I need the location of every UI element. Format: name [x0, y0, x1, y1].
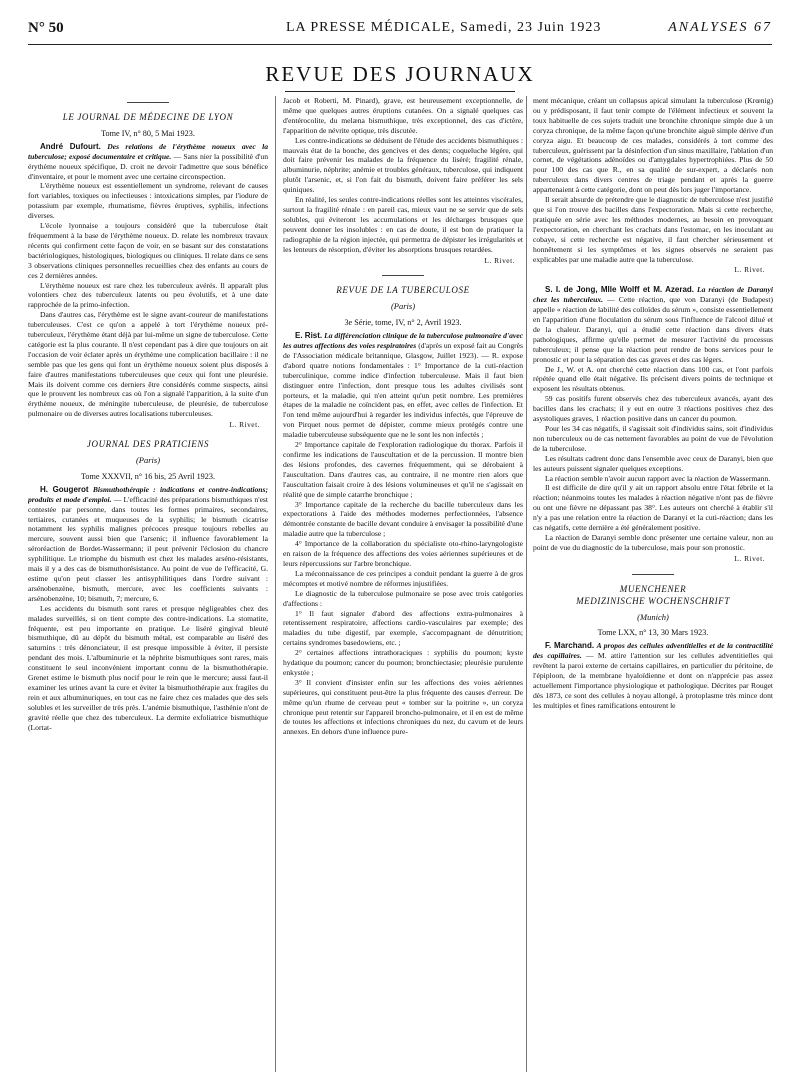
paragraph: Pour les 34 cas négatifs, il s'agissait soit d'individus sains, soit d'individus non tuberculeux ou de cas nettement favorables au point de vue de l'évolution de la tuberculose.: [533, 424, 773, 453]
page-header: [28, 14, 772, 45]
signature: L. Rivet.: [734, 265, 765, 275]
journal-heading: JOURNAL DES PRATICIENS: [86, 439, 210, 450]
paragraph: Les résultats cadrent donc dans l'ensemble avec ceux de Daranyi, bien que les auteurs puissent signaler quelques exceptions.: [533, 453, 773, 473]
signature: L. Rivet.: [229, 420, 260, 430]
article-author: S. I. de Jong, Mlle Wolff et M. Azerad.: [545, 285, 695, 295]
article-text: — M. attire l'attention sur les cellules adventitielles qui revêtent la paroi externe de certains capillaires, en particulier du péritoine, de l'épiploon, de la membrane hyaloïdienne et dont on n'apprécie pas assez actuellement l'importance physiologique et pathologique. Décrites par Rouget dès 1873, ce sont des cellules à noyau allongé, à protoplasme très mince dont les multiples et fines ramifications entourent le: [533, 651, 773, 710]
paragraph: Dans d'autres cas, l'érythème est le signe avant-coureur de manifestations tuberculeuses. C'est ce qu'on a appelé à tort l'érythème noueux pré-tuberculeux, l'érythème étant déjà par lui-même un signe de tuberculose. Cette catégorie est la plus courante. Il n'est cependant pas à dire que toujours on ait l'occasion de voir éclater après un érythème une complication bacillaire : il ne semble pas que les gens qui font un érythème noueux soient plus disposés à faire d'autres manifestations tuberculeuses que ceux qui font une pleurésie. Mais ils doivent comme ces derniers être considérés comme suspects, ainsi que le prouvent les nombreux cas où l'on a signalé l'apparition, à la suite d'un érythème noueux, de méningite tuberculeuse, de pleurésie, de tuberculose pulmonaire ou de diverses autres localisations tuberculeuses.: [28, 310, 268, 419]
article-text: — Sans nier la possibilité d'un érythème noueux spécifique, D. croit ne devoir l'admettre que sous bénéfice d'inventaire, et pour le moment avec une certaine circonspection.: [28, 151, 268, 181]
paragraph: 2° Importance capitale de l'exploration radiologique du thorax. Parfois il confirme les indications de l'auscultation et de la percussion. Il montre bien des lésions profondes, des cavernes fréquemment, qui se dérobaient à l'auscultation. Dans d'autres cas, au contraire, il ne montre rien alors que l'auscultation faisait croire à des lésions volumineuses et qu'il ne s'agissait en réalité que de simple catarrhe bronchique ;: [283, 440, 523, 499]
journal-heading: REVUE DE LA TUBERCULOSE: [336, 285, 470, 296]
article-author: F. Marchand.: [545, 641, 595, 651]
journal-title: LA PRESSE MÉDICALE, Samedi, 23 Juin 1923: [286, 20, 602, 35]
paragraph: 3° Il convient d'insister enfin sur les affections des voies aériennes supérieures, qui constituent peut-être la plus fréquente des causes d'erreur. De même qu'un rhume de cerveau peut « tomber sur la poitrine », un coryza chronique peut retentir sur l'appareil broncho-pulmonaire, et il en est de même de toutes les affections et infections chroniques du nez, du cavum et de leurs annexes. En dehors d'une influence pure-: [283, 677, 523, 737]
paragraph: 1° Il faut signaler d'abord des affections extra-pulmonaires à retentissement respiratoire, affections cardio-vasculaires par exemple; des maladies du tube digestif, par exemple, s'accompagnant de dénutrition; certains syndromes basedowiens, etc. ;: [283, 608, 523, 648]
column-divider: [275, 96, 276, 1072]
paragraph: Il serait absurde de prétendre que le diagnostic de tuberculose n'est justifié que si l'on trouve des bacilles dans l'expectoration. Mais si cette recherche, pratiquée en série avec les méthodes modernes, au besoin en provoquant l'expectoration, en cherchant les crachats dans l'estomac, en les inoculant au cobaye, si cette recherche est négative, il faut chercher sérieusement et honnêtement si les symptômes et les signes observés ne seraient pas explicables par une maladie autre que la tuberculose.: [533, 195, 773, 264]
article-text: — L'efficacité des préparations bismuthiques n'est contestée par personne, dans toutes les formes primaires, secondaires, tertiaires, cutanées et muqueuses de la syphilis; le bismuth cicatrise notamment les syphilis malignes précoces presque toujours rebelles au mercure, souvent aussi bien que l'arsenic; il influence favorablement la séroréaction de Bordet-Wassermann; il peut prévenir l'éclosion du chancre syphilitique. Le triomphe du bismuth est chez les malades arséno-résistants, mais il y a des cas de bismuthorésistance. Au point de vue de l'efficacité, G. estime qu'on peut classer les antisyphilitiques dans l'ordre suivant : arsénobenzène, bismuth, mercure, avec les coefficients suivants : arsénobenzène, 10; bismuth, 7; mercure, 6.: [28, 494, 268, 603]
article: [28, 142, 268, 182]
paragraph: ment mécanique, créant un collapsus apical simulant la tuberculose (Krœnig) ou y prédisposant, il faut tenir compte de l'élément infectieux et souvent la toux habituelle de ces sujets traduit une bronchite chronique simple due à un coryza chronique, de la même façon qu'une bronchite aiguë simple dérive d'un coryza aigu. Et beaucoup de ces malades, considérés à tort comme des tuberculeux, guérissent par la désinfection d'un sinus maxillaire, l'ablation d'un cornet, de végétations adénoïdes ou d'amygdales hypertrophiées. Plus de 50 pour 100 des cas que R., en sa qualité de sur-expert, a déclarés non tuberculeux dans divers centres de triage pendant et après la guerre appartenaient à cette catégorie, dont on peut dès lors juger l'importance.: [533, 96, 773, 195]
paragraph: L'érythème noueux est rare chez les tuberculeux avérés. Il apparaît plus volontiers chez des tuberculeux latents ou peu évolutifs, et à une date rapprochée de la primo-infection.: [28, 280, 268, 310]
separator: [632, 574, 674, 575]
paragraph: En réalité, les seules contre-indications réelles sont les atteintes viscérales, surtout la fragilité rénale : en pareil cas, mieux vaut ne se servir que de sels solubles, qui éviteront les accumulations et les décharges brusques que peuvent donner les insolubles : en cas de doute, il est bon de pratiquer la radiographie de la région injectée, qui permettra de dépister les irrégularités et les lenteurs de résorption, d'éviter les absorptions brusques retardées.: [283, 195, 523, 254]
article: [28, 485, 268, 604]
paragraph: Les contre-indications se déduisent de l'étude des accidents bismuthiques : mauvais état de la bouche, des gencives et des dents; coqueluche légère, qui doit faire prévenir les malades de la fréquence du liséré; fragilité rénale, albuminurie, néphrite; anémie et troubles généraux, tuberculose, qui indiquent plutôt l'arsenic, et, si l'on fait du bismuth, doivent faire préférer les sels quiniques.: [283, 135, 523, 195]
paragraph: L'érythème noueux est essentiellement un syndrome, relevant de causes fort variables, toxiques ou infectieuses : intoxications simples, par l'iodure de potassium par exemple, rhumatisme, fièvres éruptives, syphilis, infections diverses.: [28, 181, 268, 221]
paragraph: Le diagnostic de la tuberculose pulmonaire se pose avec trois catégories d'affections :: [283, 588, 523, 608]
article-author: André Dufourt.: [40, 141, 101, 151]
paragraph: Jacob et Roberti, M. Pinard), grave, est heureusement exceptionnelle, de même que quelques autres éruptions cutanées. On a signalé quelques cas d'entérocolite, du melæna bismuthique, très exceptionnel, des cas d'ictère, l'apparition de névrite optique, très discutée.: [283, 96, 523, 135]
paragraph: La réaction de Daranyi semble donc présenter une certaine valeur, non au point de vue du diagnostic de la tuberculose, mais pour son pronostic.: [533, 532, 773, 552]
article-author: E. Rist.: [295, 331, 323, 341]
journal-heading: MUENCHENER: [619, 583, 687, 594]
journal-issue: 3e Série, tome, IV, n° 2, Avril 1923.: [344, 318, 462, 328]
paragraph: 2° certaines affections intrathoraciques : syphilis du poumon; kyste hydatique du poumon; cancer du poumon; bronchiectasie; pleurésie purulente enkystée ;: [283, 648, 523, 677]
article-title: Des relations de l'érythème noueux avec la tuberculose; exposé documentaire et critique.: [28, 141, 268, 161]
page-title: REVUE DES JOURNAUX: [265, 62, 535, 86]
paragraph: De J., W. et A. ont cherché cette réaction dans 100 cas, et l'ont parfois répétée quand elle était négative. Ils précisent divers points de technique et exposent les résultats obtenus.: [533, 364, 773, 394]
paragraph: 3° Importance capitale de la recherche du bacille tuberculeux dans les expectorations à l'aide des méthodes modernes perfectionnées, l'absence démontrée constante de bacille devant conduire à envisager la possibilité d'une maladie autre que la tuberculose ;: [283, 499, 523, 539]
column-3: [533, 96, 773, 1072]
section-label: ANALYSES 67: [668, 20, 772, 35]
article-author: H. Gougerot: [40, 484, 89, 494]
article-title: La réaction de Daranyi chez les tuberculeux.: [533, 285, 773, 305]
issue-number: N° 50: [28, 20, 64, 36]
article: [283, 331, 523, 440]
paragraph: Il est difficile de dire qu'il y ait un rapport absolu entre l'état fébrile et la réaction; néanmoins toutes les malades à réaction négative n'ont pas de fièvre ou ont une fièvre ne dépassant pas 38°. Les auteurs ont cherché à établir s'il n'y a pas une relation entre la réaction de Daranyi et la cuti-réaction; dans les cas négatifs, cette dernière a été généralement positive.: [533, 483, 773, 533]
journal-heading-line2: MEDIZINISCHE WOCHENSCHRIFT: [576, 595, 730, 606]
column-2: [283, 96, 523, 1072]
paragraph: 4° Importance de la collaboration du spécialiste oto-rhino-laryngologiste en raison de la fréquence des affections des voies aériennes supérieures et de leurs répercussions sur l'arbre bronchique.: [283, 539, 523, 568]
journal-heading: LE JOURNAL DE MÉDECINE DE LYON: [62, 112, 234, 122]
paragraph: Les accidents du bismuth sont rares et presque négligeables chez des malades surveillés, si on tient compte des contre-indications. La stomatite, fréquente, est peu importante en pratique. Le liséré gingival bleuté bismuthique, dû au dépôt du bismuth métal, est comparable au liséré des saturnins : très dénonciateur, il est presque impossible à éviter, il persiste pendant des mois. L'albuminurie et la néphrite bismuthiques sont rares, mais constituent le seul inconvénient important connu de la bismuthothérapie. Grenet estime le bismuth plus nocif pour le rein que le mercure; aussi faut-il examiner les urines avant la cure et éviter la bismuthothérapie aux fragiles du rein et aux albuminuriques, en tout cas ne faire chez ces malades que des sels solubles et les surveiller de très près. L'anémie bismuthique, l'asthénie n'ont de gravité réelle que chez des tuberculeux. La dermite exfoliatrice bismuthique (Lortat-: [28, 603, 268, 732]
column-1: [28, 96, 268, 1072]
article-title: La différenciation clinique de la tuberculose pulmonaire d'avec les autres affections des voies respiratoires: [283, 331, 523, 351]
paragraph: La réaction semble n'avoir aucun rapport avec la réaction de Wassermann.: [545, 473, 771, 483]
journal-city: (Paris): [135, 455, 161, 465]
article-title: Bismuthothérapie : indications et contre-indications; produits et mode d'emploi.: [28, 484, 268, 504]
article-title: A propos des cellules adventitielles et de la contractilité des capillaires.: [533, 641, 773, 661]
journal-issue: Tome XXXVII, n° 16 bis, 25 Avril 1923.: [81, 471, 215, 481]
article-text: — Cette réaction, que von Daranyi (de Budapest) appelle « réaction de labilité des colloïdes du sérum », consiste essentiellement en l'apparition d'une floculation du sérum sous l'influence de l'alcool dilué et de la chaleur. Daranyi, qui a étudié cette réaction dans divers états pathologiques, affirme qu'elle permet de mesurer l'activité du processus tuberculeux; il pense que la réaction peut rendre de bons services pour le pronostic et pour la séparation des cas graves et des cas légers.: [533, 295, 773, 364]
signature: L. Rivet.: [484, 255, 515, 265]
separator: [382, 275, 424, 276]
article-text: (d'après un exposé fait au Congrès de l'Association médicale britannique, Glasgow, Juillet 1923). — R. expose d'abord quatre notions fondamentales : 1° Importance de la cuti-réaction tuberculinique, comme indice d'infection tuberculeuse. Mais il faut bien distinguer entre l'infection, dont presque tous les adultes civilisés sont porteurs, et la maladie, qui n'en atteint qu'un petit nombre. Les premières étapes de la maladie ne coïncident pas, en effet, avec celles de l'infection. Et l'on tend même aujourd'hui à regarder les individus infectés, que l'épreuve de von Pirquet nous permet de dépister, comme mieux protégés contre une maladie tuberculeuse subséquente que ne le sont les non infectés ;: [283, 341, 523, 440]
column-divider: [526, 96, 527, 1072]
title-rule: [285, 91, 515, 92]
journal-issue: Tome LXX, n° 13, 30 Mars 1923.: [597, 628, 709, 638]
journal-city: (Paris): [390, 301, 416, 312]
article: [533, 641, 773, 710]
article: [533, 285, 773, 364]
paragraph: L'école lyonnaise a toujours considéré que la tuberculose était fréquemment à la base de l'érythème noueux. D. relate les nombreux travaux récents qui confirment cette façon de voir, en se basant sur des constatations bactériologiques, histologiques, biologiques ou cliniques. Il relate dans ce sens 3 observations cliniques personnelles recueillies chez des enfants au cours de ces 2 dernières années.: [28, 221, 268, 280]
journal-city: (Munich): [637, 611, 669, 622]
paragraph: 59 cas positifs furent observés chez des tuberculeux avancés, ayant des bacilles dans les crachats; il y eut en outre 3 réactions positives chez des asystoliques graves, 1 réaction positive dans un cancer du poumon.: [533, 394, 773, 424]
signature: L. Rivet.: [734, 553, 765, 563]
paragraph: La méconnaissance de ces principes a conduit pendant la guerre à de gros mécomptes et motivé nombre de réformes injustifiées.: [283, 568, 523, 588]
journal-issue: Tome IV, n° 80, 5 Mai 1923.: [101, 128, 195, 138]
separator: [127, 102, 169, 103]
